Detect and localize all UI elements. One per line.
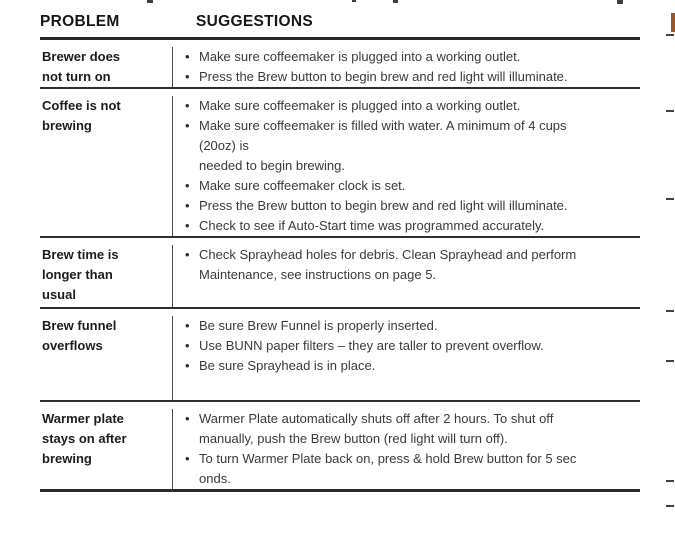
suggestion-item: • Press the Brew button to begin brew and red light will illuminate. <box>185 196 640 216</box>
problem-cell: Brew funnel overflows <box>42 318 117 353</box>
problem-cell: Coffee is not brewing <box>42 98 121 133</box>
cropped-glyph-fragment <box>666 198 674 200</box>
table-row <box>40 402 640 492</box>
cropped-glyph-fragment <box>352 0 356 2</box>
cropped-glyph-fragment <box>393 0 398 3</box>
cropped-glyph-fragment <box>617 0 623 4</box>
cropped-glyph-fragment <box>671 13 675 32</box>
problem-cell: Brewer does not turn on <box>42 49 121 84</box>
table-row <box>40 309 640 402</box>
suggestion-item: • Be sure Brew Funnel is properly inserted. <box>185 316 640 336</box>
cropped-glyph-fragment <box>666 480 674 482</box>
problem-cell: Brew time is longer than usual <box>42 247 119 302</box>
suggestion-item: • Check to see if Auto-Start time was programmed accurately. <box>185 216 640 236</box>
table-body <box>40 40 640 492</box>
suggestion-item: • Make sure coffeemaker is plugged into a working outlet. <box>185 47 640 67</box>
table-header-row <box>40 0 640 40</box>
troubleshooting-table <box>40 0 640 492</box>
suggestion-item: • Make sure coffeemaker is filled with water. A minimum of 4 cups (20oz) is needed to begin brewing. <box>185 116 640 176</box>
suggestion-item: • Use BUNN paper filters – they are taller to prevent overflow. <box>185 336 640 356</box>
table-row <box>40 40 640 89</box>
cropped-glyph-fragment <box>666 110 674 112</box>
suggestions-cell <box>172 316 640 400</box>
cropped-glyph-fragment <box>666 34 674 36</box>
suggestion-item: • Make sure coffeemaker clock is set. <box>185 176 640 196</box>
suggestion-item: • Press the Brew button to begin brew and red light will illuminate. <box>185 67 640 87</box>
column-header-suggestions: SUGGESTIONS <box>196 13 313 30</box>
table-row <box>40 89 640 238</box>
suggestions-cell <box>172 409 640 489</box>
column-header-problem: PROBLEM <box>40 13 120 30</box>
problem-cell: Warmer plate stays on after brewing <box>42 411 127 466</box>
cropped-glyph-fragment <box>666 360 674 362</box>
table-row <box>40 238 640 309</box>
suggestions-cell <box>172 96 640 236</box>
cropped-glyph-fragment <box>666 310 674 312</box>
suggestion-item: • Warmer Plate automatically shuts off after 2 hours. To shut off manually, push the Brew button (red light will turn off). <box>185 409 640 449</box>
suggestions-cell <box>172 47 640 87</box>
cropped-glyph-fragment <box>147 0 153 3</box>
suggestion-item: • Make sure coffeemaker is plugged into a working outlet. <box>185 96 640 116</box>
suggestion-item: • Check Sprayhead holes for debris. Clean Sprayhead and perform Maintenance, see instructions on page 5. <box>185 245 640 285</box>
cropped-glyph-fragment <box>666 505 674 507</box>
suggestion-item: • Be sure Sprayhead is in place. <box>185 356 640 376</box>
suggestion-item: • To turn Warmer Plate back on, press & hold Brew button for 5 sec onds. <box>185 449 640 489</box>
suggestions-cell <box>172 245 640 307</box>
